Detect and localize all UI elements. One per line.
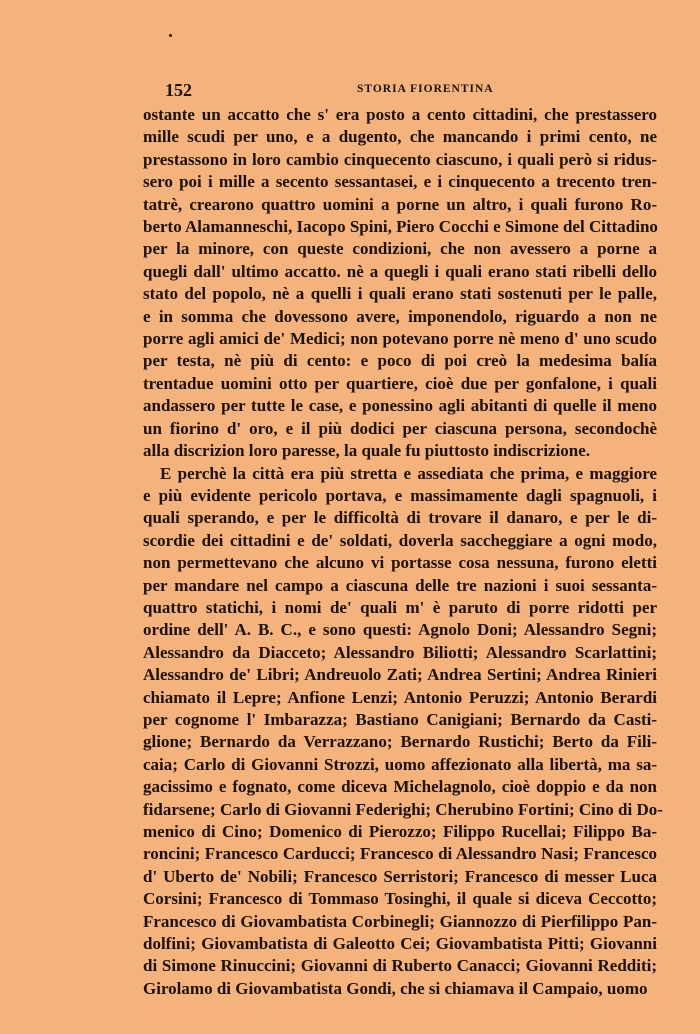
text-line: ostante un accatto che s' era posto a cento cittadini, che prestassero xyxy=(143,105,657,124)
text-line: stato del popolo, nè a quelli i quali erano stati sostenuti per le palle, xyxy=(143,284,657,304)
text-line: ordine dell' A. B. C., e sono questi: Agnolo Doni; Alessandro Segni; xyxy=(143,620,657,640)
text-line: tatrè, crearono quattro uomini a porne un altro, i quali furono Ro- xyxy=(143,194,657,214)
text-line: Francesco di Giovambatista Corbinegli; Giannozzo di Pierfilippo Pan- xyxy=(143,911,657,931)
text-line: gacissimo e fognato, come diceva Michelagnolo, cioè doppio e da non xyxy=(143,777,657,797)
text-line: per testa, nè più di cento: e poco di poi creò la medesima balía xyxy=(143,351,657,371)
ink-speck xyxy=(169,34,172,37)
text-line: per la minore, con queste condizioni, che non avessero a porne a xyxy=(143,239,657,259)
text-line: Corsini; Francesco di Tommaso Tosinghi, il quale si diceva Ceccotto; xyxy=(143,889,657,909)
text-line: non permettevano che alcuno vi portasse cosa nessuna, furono eletti xyxy=(143,553,657,573)
text-line: E perchè la città era più stretta e assediata che prima, e maggiore xyxy=(160,463,657,483)
text-line: per cognome l' Imbarazza; Bastiano Canigiani; Bernardo da Casti- xyxy=(143,709,657,729)
text-line: Girolamo di Giovambatista Gondi, che si chiamava il Campaio, uomo xyxy=(143,978,648,998)
text-line: quali sperando, e per le difficoltà di trovare il danaro, e per le di- xyxy=(143,508,657,528)
text-line: un fiorino d' oro, e il più dodici per ciascuna persona, secondochè xyxy=(143,418,657,438)
text-line: e più evidente pericolo portava, e massimamente dagli spagnuoli, i xyxy=(143,485,657,505)
text-line: menico di Cino; Domenico di Pierozzo; Filippo Rucellai; Filippo Ba- xyxy=(143,822,657,841)
text-line: scordie dei cittadini e de' soldati, doverla saccheggiare a ogni modo, xyxy=(143,530,657,550)
text-line: chiamato il Lepre; Anfione Lenzi; Antonio Peruzzi; Antonio Berardi xyxy=(143,687,657,707)
text-line: d' Uberto de' Nobili; Francesco Serristori; Francesco di messer Luca xyxy=(143,866,657,886)
page-number: 152 xyxy=(165,80,192,100)
text-line: prestassono in loro cambio cinquecento ciascuno, i quali però si ridus- xyxy=(143,149,657,169)
text-line: porre agli amici de' Medici; non potevano porre nè meno d' uno scudo xyxy=(143,329,657,349)
text-line: mille scudi per uno, e a dugento, che mancando i primi cento, ne xyxy=(143,127,657,147)
text-line: alla discrizion loro paresse, la quale fu piuttosto indiscrizione. xyxy=(143,441,591,461)
text-line: Alessandro da Diacceto; Alessandro Biliotti; Alessandro Scarlattini; xyxy=(143,642,657,662)
text-line: caia; Carlo di Giovanni Strozzi, uomo affezionato alla libertà, ma sa- xyxy=(143,754,657,774)
running-title: STORIA FIORENTINA xyxy=(357,83,494,95)
text-line: di Simone Rinuccini; Giovanni di Ruberto Canacci; Giovanni Redditi; xyxy=(143,956,657,976)
text-line: fidarsene; Carlo di Giovanni Federighi; Cherubino Fortini; Cino di Do- xyxy=(143,799,663,819)
text-line: e in somma che dovessono avere, imponendolo, riguardo a non ne xyxy=(143,306,657,326)
text-line: andassero per tutte le case, e ponessino agli abitanti di quelle il meno xyxy=(143,396,657,416)
text-line: berto Alamanneschi, Iacopo Spini, Piero Cocchi e Simone del Cittadino xyxy=(143,217,658,237)
body-text xyxy=(143,104,663,1000)
text-line: per mandare nel campo a ciascuna delle tre nazioni i suoi sessanta- xyxy=(143,575,657,595)
page-header xyxy=(145,80,658,102)
text-line: Alessandro de' Libri; Andreuolo Zati; Andrea Sertini; Andrea Rinieri xyxy=(143,665,657,685)
text-line: roncini; Francesco Carducci; Francesco di Alessandro Nasi; Francesco xyxy=(143,844,657,864)
text-line: glione; Bernardo da Verrazzano; Bernardo Rustichi; Berto da Fili- xyxy=(143,732,657,752)
text-line: sero poi i mille a secento sessantasei, e i cinquecento a trecento tren- xyxy=(143,172,657,192)
text-line: quegli dall' ultimo accatto. nè a quegli i quali erano stati ribelli dello xyxy=(143,261,657,281)
text-line: quattro statichi, i nomi de' quali m' è paruto di porre ridotti per xyxy=(143,597,657,617)
text-line: dolfini; Giovambatista di Galeotto Cei; Giovambatista Pitti; Giovanni xyxy=(143,934,657,954)
text-line: trentadue uomini otto per quartiere, cioè due per gonfalone, i quali xyxy=(143,373,657,393)
